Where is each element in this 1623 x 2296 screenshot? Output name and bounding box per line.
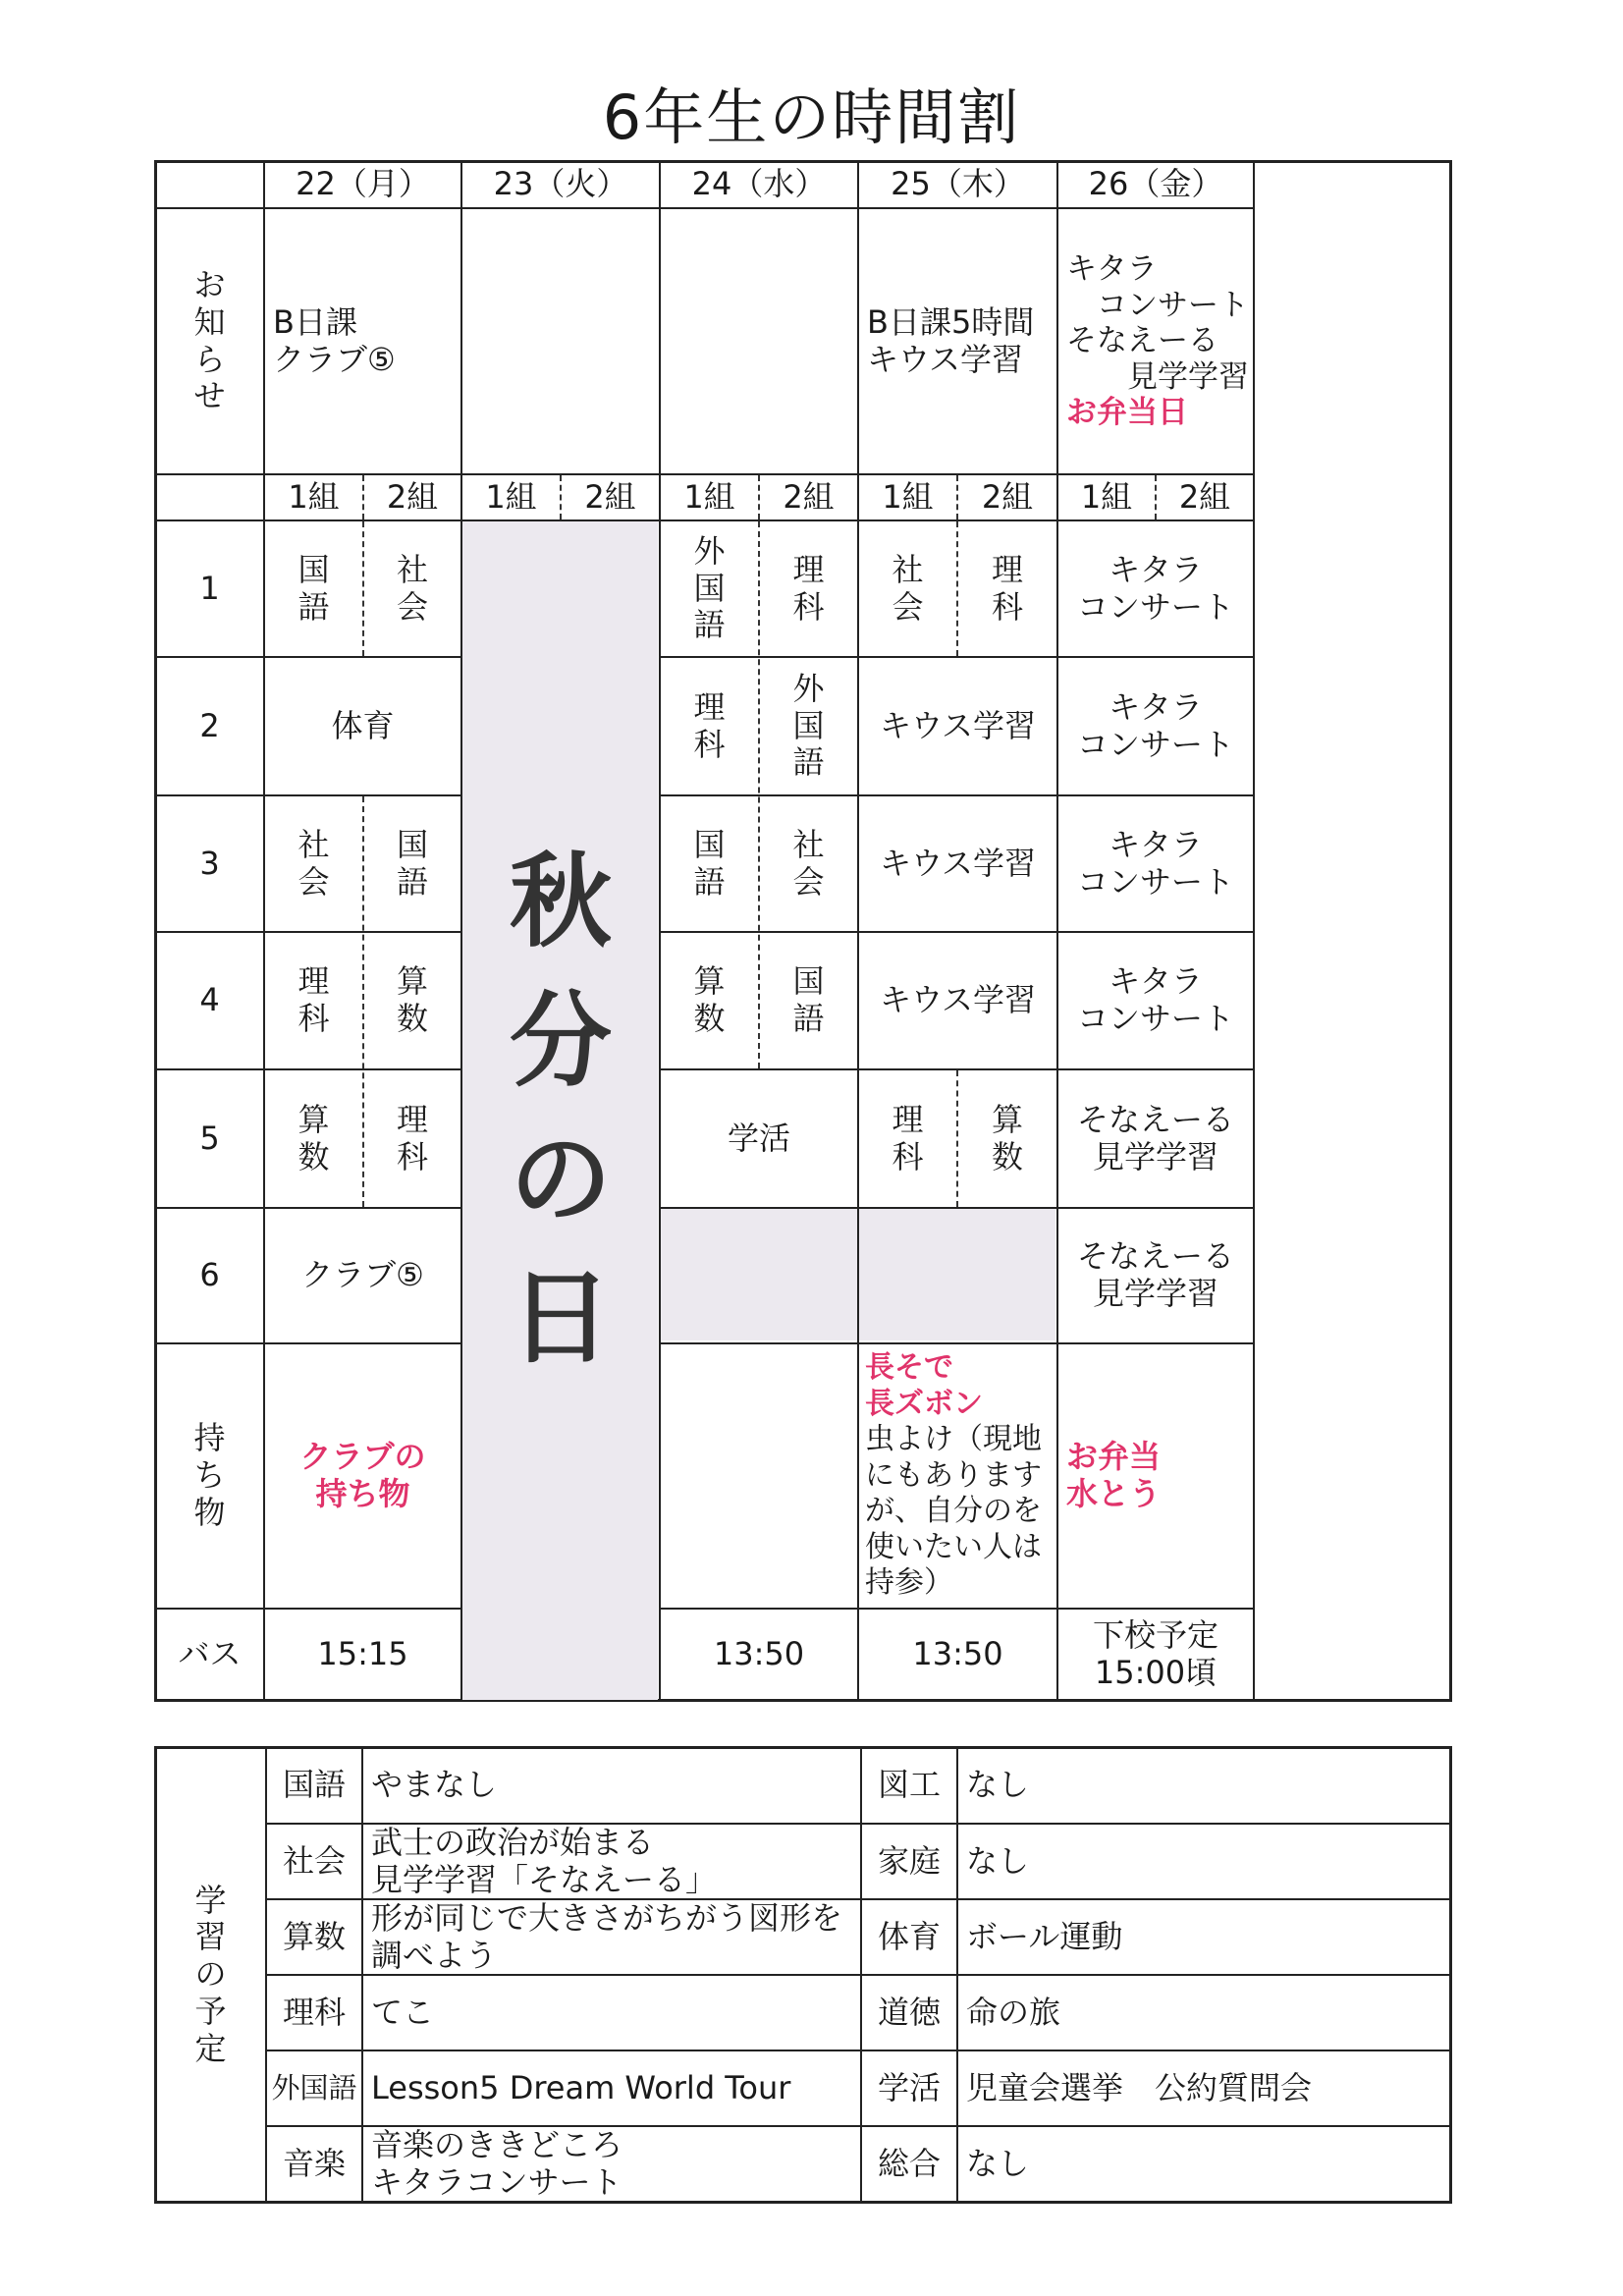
mon-p1-c2: 社 会 xyxy=(396,550,428,626)
wed-p4-c2: 国 語 xyxy=(792,962,825,1037)
wed-p1-c1: 外 国 語 xyxy=(693,531,726,644)
plan-content-shakai: 武士の政治が始まる 見学学習「そなえーる」 xyxy=(371,1823,718,1898)
notice-thu: B日課5時間 キウス学習 xyxy=(867,302,1035,378)
belongings-label: 持 ち 物 xyxy=(193,1419,226,1531)
plan-content-sogo: なし xyxy=(966,2145,1030,2183)
plan-subject-ongaku: 音楽 xyxy=(282,2145,346,2183)
class-2-thu: 2組 xyxy=(981,477,1034,516)
mon-bus: 15:15 xyxy=(317,1635,408,1673)
wed-p2-c2: 外 国 語 xyxy=(792,669,825,782)
class-1-fri: 1組 xyxy=(1080,477,1133,516)
thu-belongings-black: 虫よけ（現地 にもあります が、自分のを 使いたい人は 持参） xyxy=(865,1422,1042,1601)
thu-bus: 13:50 xyxy=(912,1635,1003,1673)
wed-p5: 学活 xyxy=(727,1119,790,1157)
day-header-thu: 25（木） xyxy=(891,165,1025,203)
notice-mon: B日課 クラブ⑤ xyxy=(273,302,396,378)
mon-p4-c1: 理 科 xyxy=(298,962,330,1037)
plan-content-ongaku: 音楽のききどころ キタラコンサート xyxy=(371,2126,623,2201)
holiday-text: 秋 分 の 日 xyxy=(509,842,612,1379)
fri-p3: キタラ コンサート xyxy=(1076,825,1234,901)
page-title: 6年生の時間割 xyxy=(602,82,1021,153)
study-plan-label: 学 習 の 予 定 xyxy=(194,1881,227,2067)
mon-p5-c2: 理 科 xyxy=(396,1100,428,1175)
notice-label: お 知 ら せ xyxy=(193,266,226,415)
period-5-label: 5 xyxy=(199,1119,220,1157)
plan-subject-katei: 家庭 xyxy=(877,1841,941,1880)
wed-p3-c1: 国 語 xyxy=(693,825,726,901)
plan-content-rika: てこ xyxy=(371,1993,435,2031)
class-1-thu: 1組 xyxy=(882,477,934,516)
class-2-mon: 2組 xyxy=(386,477,439,516)
plan-subject-gaikokugo: 外国語 xyxy=(271,2071,357,2105)
thu-belongings-red: 長そで 長ズボン xyxy=(865,1349,983,1421)
mon-p2: 体育 xyxy=(331,706,395,744)
mon-p3-c1: 社 会 xyxy=(298,825,330,901)
mon-belongings: クラブの 持ち物 xyxy=(299,1438,426,1512)
period-4-label: 4 xyxy=(199,981,220,1019)
thu-p1-c2: 理 科 xyxy=(991,550,1023,626)
notice-fri-line-1: キタラ xyxy=(1066,251,1158,288)
plan-content-zuko: なし xyxy=(966,1766,1030,1804)
thu-belongings xyxy=(859,1344,1056,1608)
plan-content-gakkatsu: 児童会選挙 公約質問会 xyxy=(966,2068,1313,2106)
class-2-wed: 2組 xyxy=(783,477,835,516)
plan-subject-sogo: 総合 xyxy=(877,2145,941,2183)
fri-bus: 下校予定 15:00頃 xyxy=(1092,1616,1218,1691)
thu-p3: キウス学習 xyxy=(879,844,1037,882)
fri-p6: そなえーる 見学学習 xyxy=(1076,1237,1234,1312)
plan-content-taiiku: ボール運動 xyxy=(966,1917,1123,1955)
period-1-label: 1 xyxy=(199,569,220,607)
mon-p1-c1: 国 語 xyxy=(298,550,330,626)
plan-subject-shakai: 社会 xyxy=(282,1841,346,1880)
wed-p4-c1: 算 数 xyxy=(693,962,726,1037)
plan-content-kokugo: やまなし xyxy=(371,1766,498,1804)
plan-subject-rika: 理科 xyxy=(282,1993,346,2031)
mon-p3-c2: 国 語 xyxy=(396,825,428,901)
plan-subject-kokugo: 国語 xyxy=(282,1766,346,1804)
class-2-tue: 2組 xyxy=(584,477,636,516)
wed-p3-c2: 社 会 xyxy=(792,825,825,901)
period-3-label: 3 xyxy=(199,844,220,882)
period-6-label: 6 xyxy=(199,1256,220,1294)
plan-content-gaikokugo: Lesson5 Dream World Tour xyxy=(371,2068,791,2106)
notice-fri-line-2: コンサート xyxy=(1066,287,1249,323)
wed-p2-c1: 理 科 xyxy=(693,687,726,763)
plan-subject-zuko: 図工 xyxy=(877,1766,941,1804)
thu-p5-c2: 算 数 xyxy=(991,1100,1023,1175)
class-1-tue: 1組 xyxy=(485,477,537,516)
fri-p1: キタラ コンサート xyxy=(1076,550,1234,626)
day-header-fri: 26（金） xyxy=(1088,165,1223,203)
period-2-label: 2 xyxy=(199,706,220,744)
notice-fri-line-3: そなえーる xyxy=(1066,323,1218,359)
mon-p4-c2: 算 数 xyxy=(396,962,428,1037)
thu-p2: キウス学習 xyxy=(879,706,1037,744)
thu-p4: キウス学習 xyxy=(879,981,1037,1019)
mon-p6: クラブ⑤ xyxy=(301,1256,424,1294)
fri-belongings: お弁当 水とう xyxy=(1066,1438,1162,1512)
notice-fri-line-4: 見学学習 xyxy=(1066,358,1249,395)
thu-p1-c1: 社 会 xyxy=(892,550,924,626)
notice-fri-bento: お弁当日 xyxy=(1066,395,1188,431)
plan-subject-gakkatsu: 学活 xyxy=(877,2068,941,2106)
thu-p5-c1: 理 科 xyxy=(892,1100,924,1175)
notice-fri xyxy=(1058,209,1253,473)
fri-p5: そなえーる 見学学習 xyxy=(1076,1100,1234,1175)
plan-subject-sansu: 算数 xyxy=(282,1917,346,1955)
plan-content-dotoku: 命の旅 xyxy=(966,1993,1061,2031)
plan-content-sansu: 形が同じで大きさがちがう図形を 調べよう xyxy=(371,1898,843,1974)
wed-p1-c2: 理 科 xyxy=(792,550,825,626)
day-header-wed: 24（水） xyxy=(691,165,827,203)
bus-label: バス xyxy=(178,1635,242,1673)
day-header-mon: 22（月） xyxy=(296,165,430,203)
class-1-mon: 1組 xyxy=(288,477,340,516)
fri-p4: キタラ コンサート xyxy=(1076,962,1234,1037)
plan-subject-taiiku: 体育 xyxy=(877,1917,941,1955)
fri-p2: キタラ コンサート xyxy=(1076,687,1234,763)
class-1-wed: 1組 xyxy=(683,477,735,516)
plan-subject-dotoku: 道徳 xyxy=(877,1993,941,2031)
plan-content-katei: なし xyxy=(966,1841,1030,1880)
wed-bus: 13:50 xyxy=(713,1635,805,1673)
class-2-fri: 2組 xyxy=(1178,477,1231,516)
mon-p5-c1: 算 数 xyxy=(298,1100,330,1175)
day-header-tue: 23（火） xyxy=(493,165,628,203)
